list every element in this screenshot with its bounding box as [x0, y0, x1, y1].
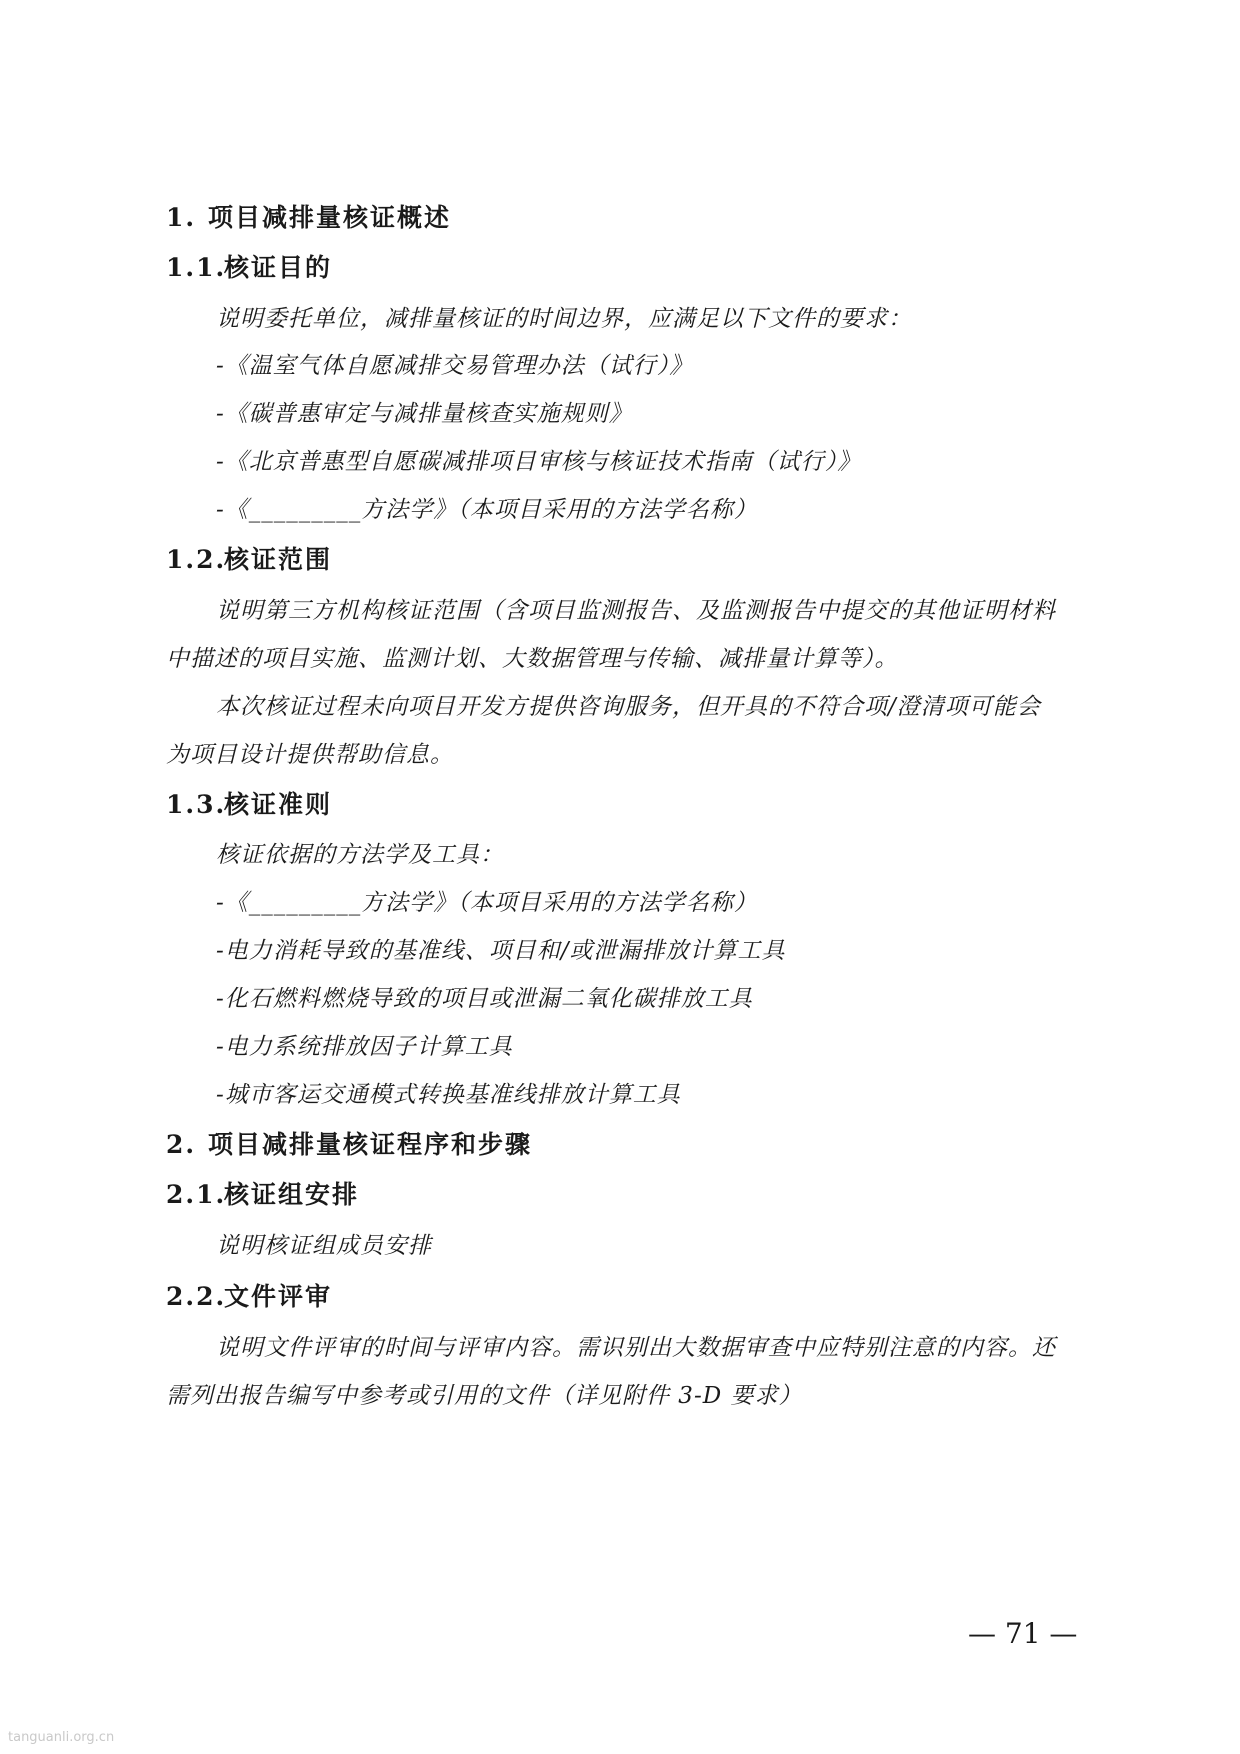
paragraph-line: 说明核证组成员安排 [216, 1233, 432, 1259]
subsection-heading-1-1 [166, 248, 332, 284]
list-item: -《北京普惠型自愿碳减排项目审核与核证技术指南（试行）》 [216, 449, 862, 475]
paragraph-line: 本次核证过程未向项目开发方提供咨询服务，但开具的不符合项/澄清项可能会 [216, 694, 1041, 720]
paragraph-line: 需列出报告编写中参考或引用的文件（详见附件 3-D 要求） [166, 1383, 803, 1409]
page-number: — 71 — [968, 1617, 1078, 1650]
subsection-heading-2-2 [166, 1277, 332, 1313]
list-item: -电力消耗导致的基准线、项目和/或泄漏排放计算工具 [216, 938, 786, 964]
list-item: -《_________方法学》（本项目采用的方法学名称） [216, 497, 758, 523]
list-item: -电力系统排放因子计算工具 [216, 1034, 513, 1060]
subsection-number: 1.2. [166, 545, 227, 574]
paragraph-line: 中描述的项目实施、监测计划、大数据管理与传输、减排量计算等）。 [166, 646, 899, 672]
subsection-heading-1-3 [166, 785, 332, 821]
subsection-title: 文件评审 [224, 1282, 333, 1311]
list-item: -《_________方法学》（本项目采用的方法学名称） [216, 890, 758, 916]
section-heading-1 [166, 198, 451, 234]
subsection-title: 核证目的 [224, 253, 333, 282]
subsection-heading-1-2 [166, 540, 332, 576]
paragraph-line: 核证依据的方法学及工具： [216, 842, 504, 868]
subsection-title: 核证范围 [224, 545, 333, 574]
subsection-heading-2-1 [166, 1175, 359, 1211]
list-item: -《碳普惠审定与减排量核查实施规则》 [216, 401, 633, 427]
subsection-number: 2.2. [166, 1282, 227, 1311]
section-heading-2 [166, 1125, 532, 1161]
paragraph-line: 说明委托单位，减排量核证的时间边界，应满足以下文件的要求： [216, 306, 912, 332]
section-title: 项目减排量核证概述 [208, 203, 452, 232]
subsection-number: 1.3. [166, 790, 227, 819]
section-title: 项目减排量核证程序和步骤 [208, 1130, 533, 1159]
subsection-title: 核证准则 [224, 790, 333, 819]
paragraph-line: 说明第三方机构核证范围（含项目监测报告、及监测报告中提交的其他证明材料 [216, 598, 1056, 624]
list-item: -《温室气体自愿减排交易管理办法（试行）》 [216, 353, 694, 379]
list-item: -化石燃料燃烧导致的项目或泄漏二氧化碳排放工具 [216, 986, 753, 1012]
section-number: 1. [166, 203, 197, 232]
subsection-number: 2.1. [166, 1180, 227, 1209]
list-item: -城市客运交通模式转换基准线排放计算工具 [216, 1082, 681, 1108]
section-number: 2. [166, 1130, 197, 1159]
subsection-title: 核证组安排 [224, 1180, 360, 1209]
subsection-number: 1.1. [166, 253, 227, 282]
watermark-text: tanguanli.org.cn [8, 1730, 115, 1745]
paragraph-line: 说明文件评审的时间与评审内容。需识别出大数据审查中应特别注意的内容。还 [216, 1335, 1056, 1361]
paragraph-line: 为项目设计提供帮助信息。 [166, 742, 454, 768]
